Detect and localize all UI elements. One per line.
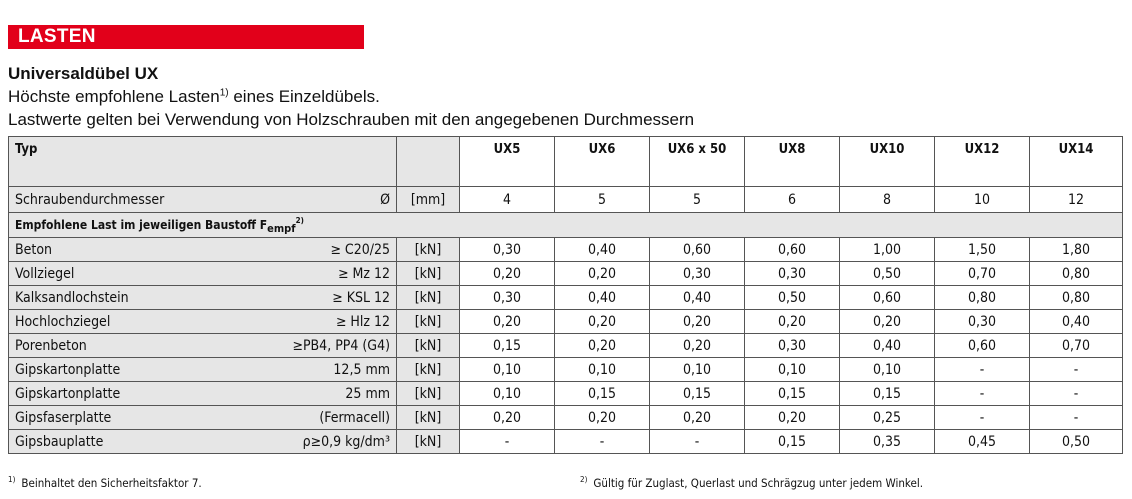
material-condition: ≥ KSL 12 — [332, 289, 390, 306]
value-cell: 0,40 — [650, 286, 745, 310]
value-cell: 0,20 — [460, 406, 555, 430]
value-cell: 0,30 — [460, 238, 555, 262]
section-subscript: empf — [267, 222, 296, 235]
diameter-row — [9, 187, 1123, 213]
unit-cell: [kN] — [397, 430, 460, 454]
footnote-ref-1: 1) — [219, 87, 229, 99]
column-header: UX6 x 50 — [650, 137, 745, 187]
value-cell: 0,60 — [935, 334, 1030, 358]
value-cell: 0,80 — [1030, 286, 1123, 310]
material-label — [9, 382, 397, 406]
section-row — [9, 213, 1123, 238]
material-label — [9, 358, 397, 382]
unit-cell: [kN] — [397, 262, 460, 286]
material-label — [9, 334, 397, 358]
value-cell: 0,25 — [840, 406, 935, 430]
unit-cell: [kN] — [397, 382, 460, 406]
material-label — [9, 262, 397, 286]
header-row — [9, 137, 1123, 187]
value-cell: 0,60 — [650, 238, 745, 262]
material-condition: 25 mm — [345, 385, 390, 402]
value-cell: 4 — [460, 187, 555, 213]
column-header: UX5 — [460, 137, 555, 187]
value-cell: - — [460, 430, 555, 454]
value-cell: 0,20 — [650, 334, 745, 358]
material-name: Gipskartonplatte — [15, 385, 121, 402]
value-cell: 1,80 — [1030, 238, 1123, 262]
value-cell: 0,30 — [745, 262, 840, 286]
value-cell: 0,45 — [935, 430, 1030, 454]
value-cell: 0,20 — [555, 310, 650, 334]
footnote-text: Beinhaltet den Sicherheitsfaktor 7. — [21, 476, 202, 490]
value-cell: 0,15 — [745, 382, 840, 406]
type-label: Typ — [9, 137, 397, 187]
footnote-1 — [8, 475, 202, 490]
column-header: UX12 — [935, 137, 1030, 187]
material-condition: ρ≥0,9 kg/dm³ — [302, 433, 390, 450]
value-cell: 0,10 — [650, 358, 745, 382]
value-cell: 0,15 — [745, 430, 840, 454]
value-cell: - — [1030, 406, 1123, 430]
section-heading — [9, 213, 1123, 238]
value-cell: 0,15 — [555, 382, 650, 406]
value-cell: - — [650, 430, 745, 454]
material-name: Vollziegel — [15, 265, 75, 282]
value-cell: 0,40 — [555, 238, 650, 262]
unit-cell: [kN] — [397, 358, 460, 382]
column-header: UX14 — [1030, 137, 1123, 187]
value-cell: - — [1030, 358, 1123, 382]
value-cell: 0,20 — [745, 406, 840, 430]
column-header: UX8 — [745, 137, 840, 187]
value-cell: 0,20 — [460, 262, 555, 286]
value-cell: 0,20 — [650, 406, 745, 430]
table-row — [9, 358, 1123, 382]
value-cell: 10 — [935, 187, 1030, 213]
material-name: Gipskartonplatte — [15, 361, 121, 378]
table-row — [9, 382, 1123, 406]
value-cell: 0,10 — [460, 358, 555, 382]
material-name: Beton — [15, 241, 53, 258]
value-cell: 5 — [650, 187, 745, 213]
value-cell: 0,10 — [460, 382, 555, 406]
material-name: Kalksandlochstein — [15, 289, 129, 306]
unit-cell: [kN] — [397, 286, 460, 310]
intro-line-1 — [8, 87, 380, 107]
table-row — [9, 262, 1123, 286]
value-cell: 0,50 — [745, 286, 840, 310]
value-cell: 5 — [555, 187, 650, 213]
column-header: UX10 — [840, 137, 935, 187]
section-banner: LASTEN — [8, 25, 364, 49]
table-row — [9, 310, 1123, 334]
material-label — [9, 310, 397, 334]
value-cell: 1,50 — [935, 238, 1030, 262]
value-cell: 0,30 — [745, 334, 840, 358]
value-cell: 0,60 — [745, 238, 840, 262]
unit-cell: [kN] — [397, 334, 460, 358]
value-cell: 0,40 — [840, 334, 935, 358]
table-row — [9, 286, 1123, 310]
value-cell: 0,20 — [555, 406, 650, 430]
material-name: Porenbeton — [15, 337, 87, 354]
material-label — [9, 430, 397, 454]
unit-cell: [kN] — [397, 310, 460, 334]
value-cell: 8 — [840, 187, 935, 213]
value-cell: 0,70 — [1030, 334, 1123, 358]
product-title: Universaldübel UX — [8, 64, 159, 83]
diameter-symbol: Ø — [380, 191, 390, 208]
material-name: Hochlochziegel — [15, 313, 111, 330]
table-row — [9, 430, 1123, 454]
value-cell: 1,00 — [840, 238, 935, 262]
table-row — [9, 238, 1123, 262]
value-cell: 0,15 — [460, 334, 555, 358]
material-condition: 12,5 mm — [333, 361, 390, 378]
footnote-ref-2: 2) — [295, 216, 304, 225]
value-cell: 0,10 — [745, 358, 840, 382]
footnote-text: Gültig für Zuglast, Querlast und Schrägzug unter jedem Winkel. — [593, 476, 923, 490]
header-unit-cell — [397, 137, 460, 187]
value-cell: - — [935, 382, 1030, 406]
value-cell: 0,10 — [840, 358, 935, 382]
material-label — [9, 238, 397, 262]
material-condition: (Fermacell) — [319, 409, 390, 426]
material-condition: ≥PB4, PP4 (G4) — [292, 337, 390, 354]
table-row — [9, 334, 1123, 358]
value-cell: 0,40 — [1030, 310, 1123, 334]
material-condition: ≥ Hlz 12 — [335, 313, 390, 330]
value-cell: 0,20 — [555, 262, 650, 286]
value-cell: 0,70 — [935, 262, 1030, 286]
value-cell: 0,20 — [650, 310, 745, 334]
row-name: Schraubendurchmesser — [15, 191, 165, 208]
section-text: Empfohlene Last im jeweiligen Baustoff F — [15, 218, 268, 232]
intro-text: Höchste empfohlene Lasten — [8, 87, 220, 106]
value-cell: 6 — [745, 187, 840, 213]
value-cell: 0,30 — [935, 310, 1030, 334]
value-cell: 0,15 — [840, 382, 935, 406]
load-table — [8, 136, 1123, 454]
material-label — [9, 286, 397, 310]
column-header: UX6 — [555, 137, 650, 187]
value-cell: 0,30 — [650, 262, 745, 286]
value-cell: - — [935, 406, 1030, 430]
material-condition: ≥ Mz 12 — [337, 265, 390, 282]
material-condition: ≥ C20/25 — [330, 241, 390, 258]
value-cell: 0,20 — [840, 310, 935, 334]
value-cell: 12 — [1030, 187, 1123, 213]
diameter-label — [9, 187, 397, 213]
material-name: Gipsbauplatte — [15, 433, 104, 450]
material-name: Gipsfaserplatte — [15, 409, 112, 426]
value-cell: - — [555, 430, 650, 454]
value-cell: 0,30 — [460, 286, 555, 310]
unit-cell: [kN] — [397, 406, 460, 430]
value-cell: 0,15 — [650, 382, 745, 406]
value-cell: 0,20 — [555, 334, 650, 358]
value-cell: 0,80 — [1030, 262, 1123, 286]
value-cell: 0,40 — [555, 286, 650, 310]
footnote-mark: 2) — [580, 475, 588, 484]
value-cell: 0,20 — [460, 310, 555, 334]
value-cell: 0,50 — [1030, 430, 1123, 454]
unit-cell: [mm] — [397, 187, 460, 213]
value-cell: - — [935, 358, 1030, 382]
table-row — [9, 406, 1123, 430]
value-cell: 0,35 — [840, 430, 935, 454]
intro-rest: eines Einzeldübels. — [228, 87, 380, 106]
footnote-mark: 1) — [8, 475, 16, 484]
value-cell: 0,50 — [840, 262, 935, 286]
material-label — [9, 406, 397, 430]
value-cell: - — [1030, 382, 1123, 406]
intro-line-2: Lastwerte gelten bei Verwendung von Holzschrauben mit den angegebenen Durchmessern — [8, 110, 695, 129]
footnote-2 — [580, 475, 923, 490]
value-cell: 0,80 — [935, 286, 1030, 310]
unit-cell: [kN] — [397, 238, 460, 262]
value-cell: 0,10 — [555, 358, 650, 382]
value-cell: 0,60 — [840, 286, 935, 310]
value-cell: 0,20 — [745, 310, 840, 334]
